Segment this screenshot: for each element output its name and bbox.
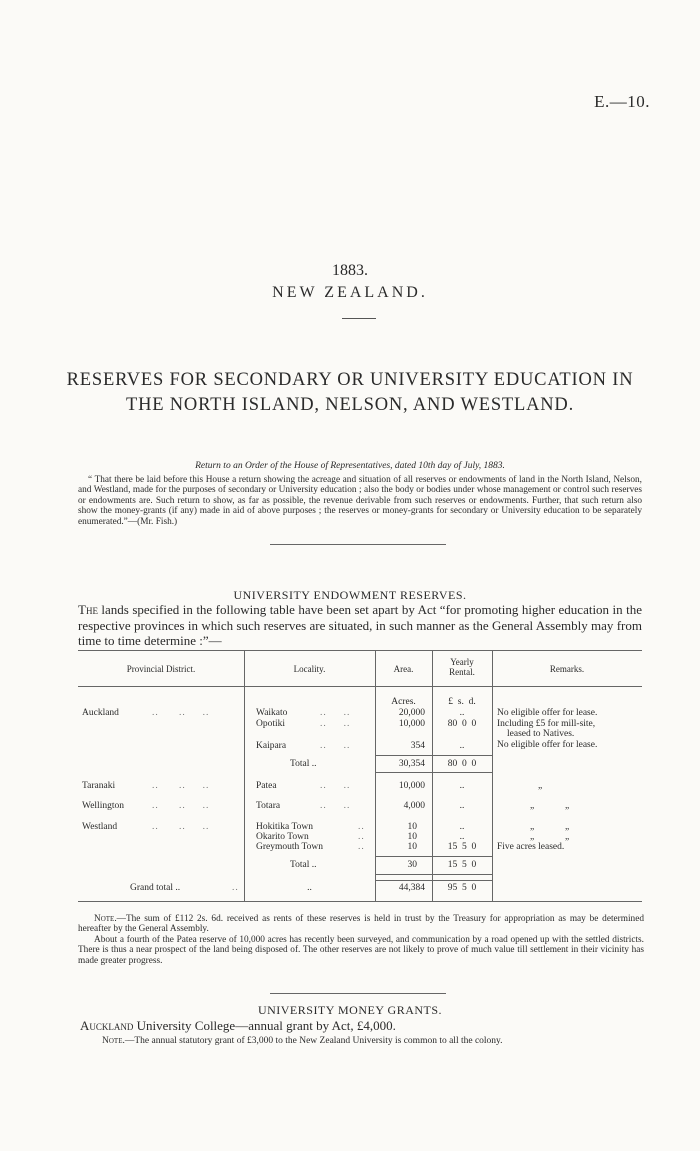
ditto-mark: „ xyxy=(538,781,543,791)
remark-waikato: No eligible offer for lease. xyxy=(497,708,598,718)
header-rental-line-2: Rental. xyxy=(449,667,475,677)
leader-dots: .. xyxy=(358,842,365,852)
grand-total-rule xyxy=(375,880,492,881)
remark-opotiki: Including £5 for mill-site, xyxy=(497,719,596,729)
title-line-2: THE NORTH ISLAND, NELSON, AND WESTLAND. xyxy=(125,395,575,415)
header-remarks: Remarks. xyxy=(549,664,585,674)
remark-greymouth: Five acres leased. xyxy=(497,842,565,852)
title-line-1: RESERVES FOR SECONDARY OR UNIVERSITY EDUCATION IN xyxy=(66,370,634,390)
note-paragraph-1 xyxy=(78,914,644,935)
area-patea: 10,000 xyxy=(398,781,425,791)
rent-greymouth: 15 5 0 xyxy=(447,842,477,852)
locality-greymouth: Greymouth Town xyxy=(256,842,323,852)
divider xyxy=(270,993,446,994)
note-text: —The sum of £112 2s. 6d. received as rents of these reserves is held in trust by the Treasury for appropriation as may be determined hereafter by the General Assembly. xyxy=(78,914,644,935)
rent-kaipara: .. xyxy=(459,741,465,751)
intro-lead: The xyxy=(78,602,98,617)
table-rule-header xyxy=(78,686,642,687)
grand-total-label: Grand total .. xyxy=(130,883,181,893)
document-title xyxy=(60,368,640,418)
locality-opotiki: Opotiki xyxy=(256,719,286,729)
unit-rental: £ s. d. xyxy=(448,697,476,707)
locality-waikato: Waikato xyxy=(256,708,288,718)
table-col-rule xyxy=(244,650,245,901)
leader-dots: .. xyxy=(358,822,365,832)
section-heading-endowment-reserves: UNIVERSITY ENDOWMENT RESERVES. xyxy=(233,588,467,602)
leader-dots: .. .. .. xyxy=(152,801,210,811)
total-rent-westland: 15 5 0 xyxy=(447,860,477,870)
district-auckland: Auckland xyxy=(82,708,119,718)
header-rental-line-1: Yearly xyxy=(450,657,474,667)
total-rule xyxy=(375,772,492,773)
header-area: Area. xyxy=(393,664,414,674)
remark-opotiki-cont: leased to Natives. xyxy=(507,729,575,739)
rent-opotiki: 80 0 0 xyxy=(447,719,477,729)
leader-dots: .. .. .. xyxy=(152,822,210,832)
rent-totara: .. xyxy=(459,801,465,811)
grant-note xyxy=(102,1036,503,1046)
header-rental xyxy=(432,657,492,677)
table-rule-bottom xyxy=(78,901,642,902)
total-rent-auckland: 80 0 0 xyxy=(447,759,477,769)
locality-okarito: Okarito Town xyxy=(256,832,309,842)
area-hokitika: 10 xyxy=(407,822,417,832)
grand-total-rent: 95 5 0 xyxy=(447,883,477,893)
total-rule xyxy=(375,856,492,857)
total-label-westland: Total .. xyxy=(290,860,317,870)
leader-dots: .. .. .. xyxy=(152,781,210,791)
header-district: Provincial District. xyxy=(126,664,196,674)
area-opotiki: 10,000 xyxy=(398,719,425,729)
leader-dots: .. .. xyxy=(320,741,351,751)
divider xyxy=(342,318,376,319)
table-note xyxy=(78,914,644,966)
grant-note-lead: Note. xyxy=(102,1036,125,1046)
remark-kaipara: No eligible offer for lease. xyxy=(497,740,598,750)
note-lead: Note. xyxy=(94,914,117,924)
grant-text: University College—annual grant by Act, £4,000. xyxy=(133,1018,396,1033)
locality-hokitika: Hokitika Town xyxy=(256,822,313,832)
leader-dots: .. .. xyxy=(320,781,351,791)
document-country: NEW ZEALAND. xyxy=(272,284,428,301)
ditto-mark: „ xyxy=(565,822,570,832)
ditto-mark: „ xyxy=(565,832,570,842)
leader-dots: .. .. xyxy=(320,719,351,729)
leader-dots: .. .. xyxy=(320,801,351,811)
total-label-auckland: Total .. xyxy=(290,759,317,769)
leader-dots: .. .. xyxy=(320,708,351,718)
leader-dots: .. xyxy=(358,832,365,842)
area-totara: 4,000 xyxy=(403,801,425,811)
header-locality: Locality. xyxy=(293,664,326,674)
motion-text: “ That there be laid before this House a return showing the acreage and situation of all reserves or endowments of land in the North Island, Nelson, and Westland, made for the purposes of secondary or University education ; also the body or bodies under whose management or control such reserves or endowments are. Such return to show, as far as possible, the revenue derivable from such reserves or endowments. Further, that such return also show the money-grants (if any) made in aid of above purposes ; the reserves or money-grants for secondary or University education to be separately enumerated.”—(Mr. Fish.) xyxy=(78,475,642,527)
area-okarito: 10 xyxy=(407,832,417,842)
document-year: 1883. xyxy=(332,262,368,279)
intro-text: lands specified in the following table have been set apart by Act “for promoting higher education in the respective provinces in which such reserves are situated, in such manner as the General Assembly may from time to time determine :”— xyxy=(78,602,642,648)
district-westland: Westland xyxy=(82,822,118,832)
note-paragraph-2: About a fourth of the Patea reserve of 10,000 acres has recently been surveyed, and communication by a road opened up with the settled districts. There is thus a near prospect of the land being disposed of. The other reserves are not likely to prove of much value till settlement in their vicinity has made greater progress. xyxy=(78,934,644,966)
total-rule xyxy=(375,755,492,756)
divider xyxy=(270,544,446,545)
ditto-mark: „ xyxy=(530,832,535,842)
table-col-rule xyxy=(492,650,493,901)
total-area-auckland: 30,354 xyxy=(398,759,425,769)
total-area-westland: 30 xyxy=(407,860,417,870)
intro-paragraph xyxy=(78,602,642,649)
ditto-mark: „ xyxy=(530,801,535,811)
leader-dots: .. xyxy=(232,883,239,893)
area-waikato: 20,000 xyxy=(398,708,425,718)
district-taranaki: Taranaki xyxy=(82,781,116,791)
unit-area: Acres. xyxy=(391,697,416,707)
rent-waikato: .. xyxy=(459,708,465,718)
grant-lead: Auckland xyxy=(80,1018,134,1033)
rent-patea: .. xyxy=(459,781,465,791)
section-heading-money-grants: UNIVERSITY MONEY GRANTS. xyxy=(257,1003,443,1017)
locality-totara: Totara xyxy=(256,801,281,811)
grand-total-locality: .. xyxy=(307,883,312,893)
table-rule-top xyxy=(78,650,642,651)
rent-hokitika: .. xyxy=(459,822,465,832)
area-greymouth: 10 xyxy=(407,842,417,852)
grand-total-area: 44,384 xyxy=(398,883,425,893)
area-kaipara: 354 xyxy=(410,741,425,751)
ditto-mark: „ xyxy=(565,801,570,811)
document-reference: E.—10. xyxy=(594,92,650,111)
ditto-mark: „ xyxy=(530,822,535,832)
district-wellington: Wellington xyxy=(82,801,124,811)
rent-okarito: .. xyxy=(459,832,465,842)
locality-kaipara: Kaipara xyxy=(256,741,287,751)
locality-patea: Patea xyxy=(256,781,277,791)
total-rule xyxy=(375,874,492,875)
grant-line xyxy=(80,1018,396,1034)
return-order-line: Return to an Order of the House of Representatives, dated 10th day of July, 1883. xyxy=(195,461,505,471)
leader-dots: .. .. .. xyxy=(152,708,210,718)
grant-note-text: —The annual statutory grant of £3,000 to the New Zealand University is common to all the colony. xyxy=(124,1036,503,1046)
